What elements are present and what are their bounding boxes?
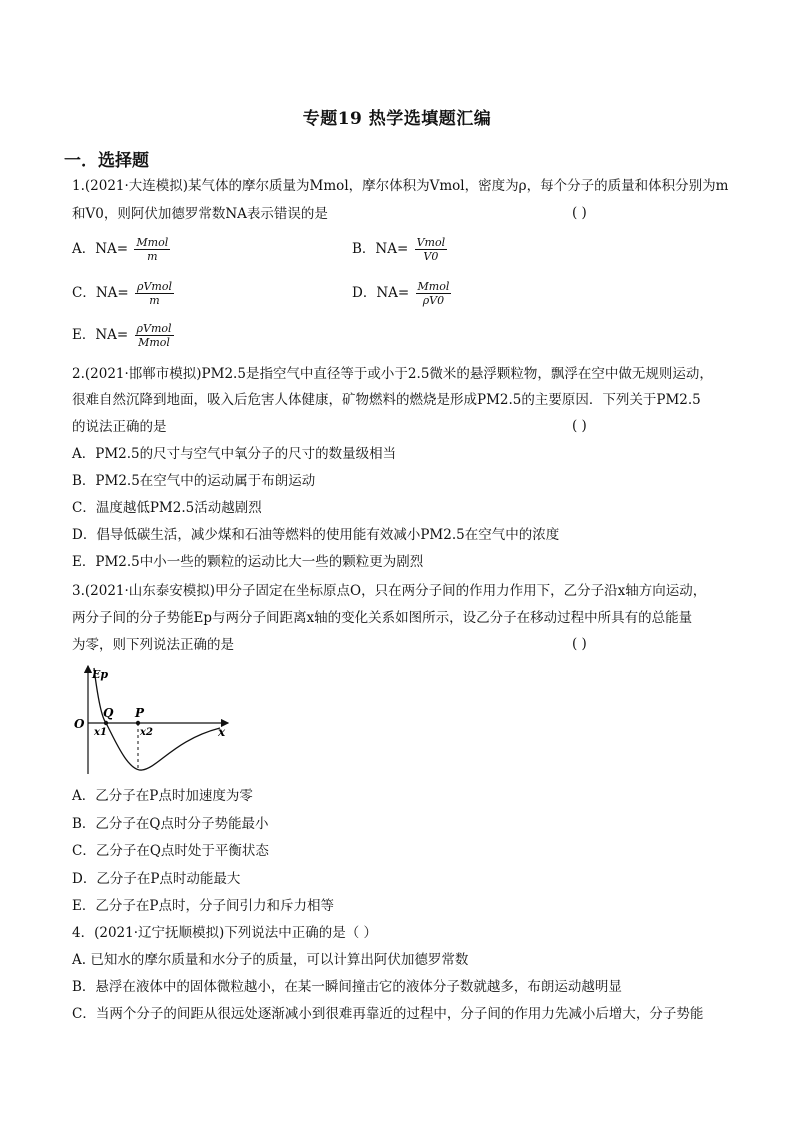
point-p	[136, 721, 140, 725]
q2-answer-paren: ( )	[572, 418, 587, 434]
x1-label: x1	[94, 727, 107, 738]
section-heading: 一．选择题	[64, 151, 149, 171]
denominator: Mmol	[138, 336, 170, 349]
q3-answer-paren: ( )	[572, 636, 587, 652]
q4-option-b[interactable]: B．悬浮在液体中的固体微粒越小，在某一瞬间撞击它的液体分子数就越多，布朗运动越明显	[72, 979, 622, 995]
q1-option-b[interactable]	[352, 236, 447, 263]
y-axis-label: Ep	[92, 668, 109, 681]
option-label: B．NA=	[352, 241, 409, 257]
numerator: Mmol	[136, 236, 169, 249]
q1-answer-paren: ( )	[572, 205, 587, 221]
page-title: 专题19 热学选填题汇编	[302, 109, 492, 129]
q1-option-d[interactable]	[352, 280, 451, 307]
x-axis-label: x	[218, 725, 226, 739]
q3-line3: 为零，则下列说法正确的是	[72, 637, 234, 653]
q2-option-a[interactable]: A．PM2.5的尺寸与空气中氧分子的尺寸的数量级相当	[72, 446, 397, 462]
point-q	[104, 721, 108, 725]
q-label: Q	[103, 706, 114, 720]
option-label: A．NA=	[72, 241, 129, 257]
denominator: ρV0	[422, 294, 445, 307]
q2-option-b[interactable]: B．PM2.5在空气中的运动属于布朗运动	[72, 473, 316, 489]
option-label: D．NA=	[352, 285, 410, 301]
energy-graph	[70, 660, 240, 780]
q1-line1: 1.(2021·大连模拟)某气体的摩尔质量为Mmol，摩尔体积为Vmol，密度为ρ，每个分子的质量和体积分别为m	[72, 178, 729, 194]
q3-line1: 3.(2021·山东泰安模拟)甲分子固定在坐标原点O，只在两分子间的作用力作用下，乙分子沿x轴方向运动，	[72, 583, 707, 599]
denominator: m	[147, 250, 158, 263]
q2-option-c[interactable]: C．温度越低PM2.5活动越剧烈	[72, 500, 262, 516]
option-label: C．NA=	[72, 285, 129, 301]
p-label: P	[135, 706, 145, 720]
q2-line2: 很难自然沉降到地面，吸入后危害人体健康，矿物燃料的燃烧是形成PM2.5的主要原因．下列关于PM2.5	[72, 392, 701, 408]
q4-line1: 4．(2021·辽宁抚顺模拟)下列说法中正确的是（ ）	[72, 925, 378, 941]
origin-label: O	[74, 717, 85, 731]
q2-line3: 的说法正确的是	[72, 419, 167, 435]
numerator: Vmol	[416, 236, 446, 249]
denominator: V0	[423, 250, 439, 263]
numerator: Mmol	[417, 280, 450, 293]
x2-label: x2	[140, 727, 153, 738]
option-label: E．NA=	[72, 327, 129, 343]
q4-option-a[interactable]: A. 已知水的摩尔质量和水分子的质量，可以计算出阿伏加德罗常数	[72, 952, 469, 968]
fraction	[415, 236, 448, 263]
q3-option-e[interactable]: E．乙分子在P点时，分子间引力和斥力相等	[72, 898, 334, 914]
q1-line2: 和V0，则阿伏加德罗常数NA表示错误的是	[72, 206, 328, 222]
q1-option-c[interactable]	[72, 280, 174, 307]
q1-option-e[interactable]	[72, 322, 174, 349]
denominator: m	[149, 294, 160, 307]
q3-option-b[interactable]: B．乙分子在Q点时分子势能最小	[72, 816, 269, 832]
q3-option-d[interactable]: D．乙分子在P点时动能最大	[72, 871, 241, 887]
numerator: ρVmol	[136, 322, 172, 335]
q3-line2: 两分子间的分子势能Ep与两分子间距离x轴的变化关系如图所示，设乙分子在移动过程中所具有的总能量	[72, 610, 693, 626]
numerator: ρVmol	[137, 280, 172, 293]
q2-option-d[interactable]: D．倡导低碳生活，减少煤和石油等燃料的使用能有效减小PM2.5在空气中的浓度	[72, 527, 560, 543]
fraction	[416, 280, 452, 307]
q3-option-c[interactable]: C．乙分子在Q点时处于平衡状态	[72, 843, 269, 859]
fraction	[134, 236, 170, 263]
fraction	[135, 280, 174, 307]
q2-option-e[interactable]: E．PM2.5中小一些的颗粒的运动比大一些的颗粒更为剧烈	[72, 554, 424, 570]
q4-option-c[interactable]: C．当两个分子的间距从很远处逐渐减小到很难再靠近的过程中，分子间的作用力先减小后增大，分子势能	[72, 1006, 704, 1022]
q3-option-a[interactable]: A．乙分子在P点时加速度为零	[72, 788, 253, 804]
q1-option-a[interactable]	[72, 236, 170, 263]
fraction	[135, 322, 174, 349]
q2-line1: 2.(2021·邯郸市模拟)PM2.5是指空气中直径等于或小于2.5微米的悬浮颗粒物，飘浮在空中做无规则运动，	[72, 366, 713, 382]
